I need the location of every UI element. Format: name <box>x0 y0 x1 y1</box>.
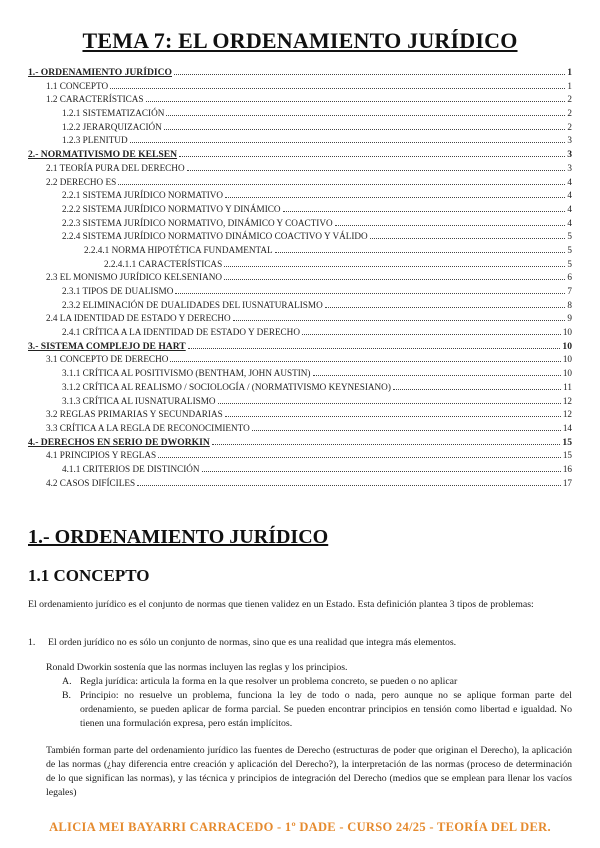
toc-entry-label: 2.2.2 SISTEMA JURÍDICO NORMATIVO Y DINÁMICO <box>62 203 281 214</box>
toc-entry-label: 2.2.1 SISTEMA JURÍDICO NORMATIVO <box>62 190 224 201</box>
toc-entry-label: 2.3.2 ELIMINACIÓN DE DUALIDADES DEL IUSNATURALISMO <box>62 299 323 310</box>
toc-entry[interactable] <box>28 162 572 176</box>
toc-leader-dots <box>313 375 561 376</box>
toc-entry[interactable] <box>28 408 572 422</box>
toc-entry-label: 3.3 CRÍTICA A LA REGLA DE RECONOCIMIENTO <box>46 422 250 433</box>
toc-entry-label: 4.- DERECHOS EN SERIO DE DWORKIN <box>28 436 210 448</box>
list-letter: A. <box>62 676 72 687</box>
toc-entry-label: 1.2.3 PLENITUD <box>62 135 128 146</box>
toc-leader-dots <box>335 225 566 226</box>
dworkin-paragraph: Ronald Dworkin sostenía que las normas incluyen las reglas y los principios. <box>46 662 348 673</box>
toc-entry-page: 5 <box>567 231 572 242</box>
list-item-text: Principio: no resuelve un problema, funciona la ley de todo o nada, pero aunque no se aplique forman parte del ordenamiento, se pueden aplicar de forma parcial. Se pueden encontrar principios en tensión como libertad e igualdad. No tienen una formulación expresa, pero están implícitos. <box>80 690 572 729</box>
toc-entry[interactable] <box>28 340 572 354</box>
toc-entry-page: 5 <box>567 258 572 269</box>
toc-entry-page: 2 <box>567 108 572 119</box>
page-title: TEMA 7: EL ORDENAMIENTO JURÍDICO <box>82 28 518 53</box>
toc-entry-label: 3.2 REGLAS PRIMARIAS Y SECUNDARIAS <box>46 409 223 420</box>
toc-entry-page: 10 <box>562 327 572 338</box>
toc-entry[interactable] <box>28 107 572 121</box>
toc-leader-dots <box>275 252 566 253</box>
toc-leader-dots <box>393 389 561 390</box>
toc-entry-label: 2.4.1 CRÍTICA A LA IDENTIDAD DE ESTADO Y DERECHO <box>62 327 300 338</box>
closing-paragraph: También forman parte del ordenamiento jurídico las fuentes de Derecho (estructuras de poder que originan el Derecho), la aplicación de las normas (¿hay diferencia entre creación y aplicación del Derecho?), la interpretación de las normas (proceso de determinación de lo que significan las normas), y las técnica y principios de integración del Derecho (medios que se emplean para llenar los vacíos legales) <box>46 745 572 798</box>
toc-entry[interactable] <box>28 93 572 107</box>
toc-entry-label: 3.1.1 CRÍTICA AL POSITIVISMO (BENTHAM, JOHN AUSTIN) <box>62 368 311 379</box>
toc-entry-label: 2.2.4.1.1 CARACTERÍSTICAS <box>104 258 223 269</box>
toc-entry-page: 14 <box>562 422 572 433</box>
toc-entry[interactable] <box>28 148 572 162</box>
toc-leader-dots <box>370 238 566 239</box>
toc-leader-dots <box>110 88 565 89</box>
toc-entry-page: 10 <box>562 354 572 365</box>
toc-entry-page: 3 <box>567 149 572 161</box>
toc-entry-label: 3.1.2 CRÍTICA AL REALISMO / SOCIOLOGÍA / (NORMATIVISMO KEYNESIANO) <box>62 381 391 392</box>
subsection-heading: 1.1 CONCEPTO <box>28 566 150 585</box>
toc-leader-dots <box>283 211 566 212</box>
item-number: 1. <box>28 637 36 648</box>
toc-entry[interactable] <box>28 244 572 258</box>
toc-entry-page: 6 <box>567 272 572 283</box>
toc-entry[interactable] <box>28 353 572 367</box>
list-item <box>62 675 572 689</box>
toc-leader-dots <box>188 348 561 349</box>
toc-entry-page: 7 <box>567 286 572 296</box>
toc-entry-label: 2.- NORMATIVISMO DE KELSEN <box>28 149 178 161</box>
toc-entry-label: 2.3 EL MONISMO JURÍDICO KELSENIANO <box>46 272 223 283</box>
toc-entry[interactable] <box>28 312 572 326</box>
toc-leader-dots <box>325 307 566 308</box>
table-of-contents <box>28 66 572 490</box>
toc-entry[interactable] <box>28 66 572 80</box>
toc-entry[interactable] <box>28 395 572 409</box>
toc-leader-dots <box>202 471 561 472</box>
toc-entry[interactable] <box>28 203 572 217</box>
toc-entry[interactable] <box>28 230 572 244</box>
toc-entry-label: 1.- ORDENAMIENTO JURÍDICO <box>28 67 173 78</box>
toc-leader-dots <box>175 293 565 294</box>
toc-leader-dots <box>302 334 561 335</box>
toc-entry-page: 15 <box>562 436 572 448</box>
toc-leader-dots <box>225 416 561 417</box>
intro-paragraph: El ordenamiento jurídico es el conjunto de normas que tienen validez en un Estado. Esta definición plantea 3 tipos de problemas: <box>28 599 534 610</box>
toc-entry-page: 1 <box>567 80 572 91</box>
toc-entry-label: 4.2 CASOS DIFÍCILES <box>46 477 136 488</box>
toc-entry-label: 3.1 CONCEPTO DE DERECHO <box>46 354 169 365</box>
toc-entry[interactable] <box>28 381 572 395</box>
toc-leader-dots <box>166 115 565 116</box>
toc-entry-label: 2.2.4 SISTEMA JURÍDICO NORMATIVO DINÁMICO COACTIVO Y VÁLIDO <box>62 231 368 242</box>
toc-leader-dots <box>174 74 565 75</box>
toc-entry-page: 1 <box>567 67 572 78</box>
toc-entry-page: 9 <box>567 313 572 324</box>
numbered-item <box>28 636 572 650</box>
toc-entry[interactable] <box>28 477 572 491</box>
toc-entry[interactable] <box>28 326 572 340</box>
toc-entry[interactable] <box>28 258 572 272</box>
toc-entry-page: 10 <box>562 340 572 352</box>
toc-entry-page: 3 <box>567 135 572 146</box>
toc-entry[interactable] <box>28 367 572 381</box>
toc-entry-page: 4 <box>567 190 572 201</box>
toc-leader-dots <box>212 444 561 445</box>
toc-entry[interactable] <box>28 189 572 203</box>
toc-entry-page: 11 <box>563 381 572 392</box>
toc-entry-label: 3.1.3 CRÍTICA AL IUSNATURALISMO <box>62 395 216 406</box>
list-item <box>62 689 572 731</box>
toc-entry[interactable] <box>28 422 572 436</box>
toc-entry-label: 2.1 TEORÍA PURA DEL DERECHO <box>46 162 185 173</box>
toc-leader-dots <box>224 279 565 280</box>
toc-entry[interactable] <box>28 271 572 285</box>
toc-leader-dots <box>224 266 565 267</box>
toc-entry-label: 3.- SISTEMA COMPLEJO DE HART <box>28 340 186 352</box>
section-heading: 1.- ORDENAMIENTO JURÍDICO <box>28 526 329 548</box>
toc-entry-page: 2 <box>567 94 572 105</box>
toc-leader-dots <box>233 320 566 321</box>
toc-entry-page: 4 <box>567 203 572 214</box>
toc-entry[interactable] <box>28 436 572 450</box>
toc-entry-page: 17 <box>562 477 572 488</box>
toc-leader-dots <box>118 184 565 185</box>
toc-entry[interactable] <box>28 217 572 231</box>
toc-entry-page: 4 <box>567 217 572 228</box>
page-footer: ALICIA MEI BAYARRI CARRACEDO - 1º DADE - CURSO 24/25 - TEORÍA DEL DER. <box>49 820 551 834</box>
toc-entry[interactable] <box>28 285 572 299</box>
toc-leader-dots <box>218 403 561 404</box>
toc-entry-page: 8 <box>567 299 572 310</box>
toc-leader-dots <box>158 457 561 458</box>
toc-entry[interactable] <box>28 299 572 313</box>
toc-leader-dots <box>252 430 561 431</box>
toc-entry-label: 1.2.2 JERARQUIZACIÓN <box>62 121 162 132</box>
toc-entry[interactable] <box>28 121 572 135</box>
toc-leader-dots <box>179 156 565 157</box>
toc-entry-page: 3 <box>567 162 572 173</box>
toc-entry[interactable] <box>28 80 572 94</box>
toc-entry[interactable] <box>28 134 572 148</box>
toc-entry-page: 4 <box>567 176 572 187</box>
toc-entry[interactable] <box>28 463 572 477</box>
toc-leader-dots <box>187 170 566 171</box>
toc-leader-dots <box>170 361 560 362</box>
toc-leader-dots <box>137 485 561 486</box>
toc-entry-page: 16 <box>562 463 572 474</box>
toc-entry-label: 2.2 DERECHO ES <box>46 176 117 187</box>
toc-entry-page: 2 <box>567 121 572 132</box>
toc-entry-page: 5 <box>567 244 572 255</box>
toc-entry-label: 2.2.4.1 NORMA HIPOTÉTICA FUNDAMENTAL <box>84 244 273 255</box>
toc-entry[interactable] <box>28 176 572 190</box>
toc-entry-label: 1.1 CONCEPTO <box>46 80 109 91</box>
toc-entry-label: 2.3.1 TIPOS DE DUALISMO <box>62 286 174 296</box>
toc-entry-page: 15 <box>562 450 572 461</box>
toc-entry-page: 12 <box>562 395 572 406</box>
toc-leader-dots <box>164 129 566 130</box>
toc-entry-page: 10 <box>562 368 572 379</box>
toc-entry-label: 1.2.1 SISTEMATIZACIÓN <box>62 108 165 119</box>
toc-entry-label: 2.4 LA IDENTIDAD DE ESTADO Y DERECHO <box>46 313 231 324</box>
toc-entry-label: 4.1 PRINCIPIOS Y REGLAS <box>46 450 157 461</box>
list-letter: B. <box>62 690 71 701</box>
toc-entry-page: 12 <box>562 409 572 420</box>
sub-list <box>62 675 572 731</box>
list-item-text: Regla jurídica: articula la forma en la que resolver un problema concreto, se pueden o no aplicar <box>80 676 458 687</box>
toc-entry-label: 1.2 CARACTERÍSTICAS <box>46 94 144 105</box>
toc-entry-label: 4.1.1 CRITERIOS DE DISTINCIÓN <box>62 463 200 474</box>
toc-entry-label: 2.2.3 SISTEMA JURÍDICO NORMATIVO, DINÁMICO Y COACTIVO <box>62 217 333 228</box>
item-text: El orden jurídico no es sólo un conjunto de normas, sino que es una realidad que integra más elementos. <box>48 637 457 648</box>
toc-leader-dots <box>146 101 566 102</box>
toc-leader-dots <box>225 197 565 198</box>
toc-entry[interactable] <box>28 449 572 463</box>
toc-leader-dots <box>130 142 566 143</box>
